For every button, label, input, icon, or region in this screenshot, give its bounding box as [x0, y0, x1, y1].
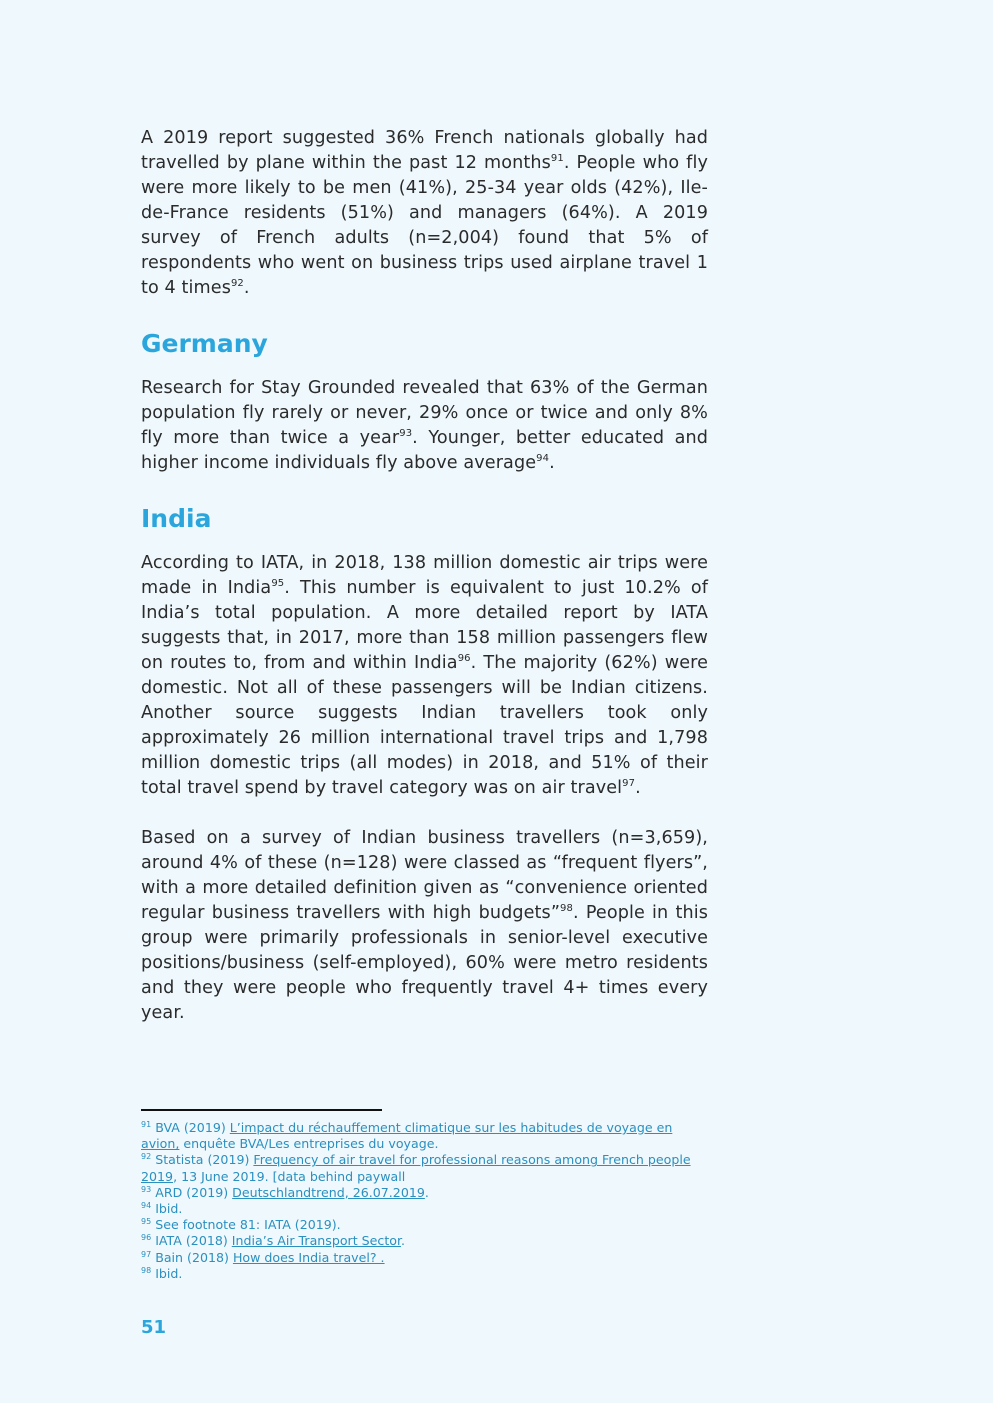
- footnote-text: Bain (2018): [155, 1249, 233, 1265]
- footnote-92: [141, 1152, 701, 1184]
- footnote-number: 98: [141, 1265, 152, 1275]
- text-run: . Younger, better educated and higher income individuals fly above average: [141, 428, 708, 473]
- india-paragraph-2: [141, 826, 708, 1026]
- footnote-98: [141, 1266, 701, 1282]
- footnote-number: 91: [141, 1119, 152, 1129]
- footnote-number: 97: [141, 1249, 152, 1259]
- india-paragraph-1: [141, 551, 708, 801]
- footnote-text: ARD (2019): [155, 1184, 233, 1200]
- footnote-text: Statista (2019): [155, 1152, 254, 1168]
- footnote-text: .: [424, 1184, 429, 1200]
- footnote-ref[interactable]: 98: [560, 903, 573, 915]
- footnote-ref[interactable]: 93: [399, 428, 413, 440]
- footnote-number: 93: [141, 1184, 152, 1194]
- footnote-96: [141, 1233, 701, 1249]
- footnote-ref[interactable]: 92: [230, 278, 244, 290]
- footnote-link[interactable]: Deutschlandtrend, 26.07.2019: [232, 1184, 425, 1200]
- footnote-number: 96: [141, 1233, 152, 1243]
- footnote-number: 95: [141, 1217, 152, 1227]
- text-run: .: [549, 453, 555, 473]
- footnote-ref[interactable]: 96: [457, 653, 471, 665]
- footnote-95: [141, 1217, 701, 1233]
- germany-heading: Germany: [141, 329, 268, 358]
- footnote-ref[interactable]: 95: [271, 578, 285, 590]
- text-run: . This number is equivalent to just 10.2% of India’s total population. A more detailed report by IATA suggests that, in 2017, more than 158 million passengers flew on routes to, from and within India: [141, 578, 708, 673]
- footnote-97: [141, 1250, 701, 1266]
- footnote-ref[interactable]: 91: [550, 153, 564, 165]
- footnote-text: Ibid.: [155, 1201, 183, 1217]
- footnote-text: IATA (2018): [155, 1233, 232, 1249]
- text-run: .: [635, 778, 641, 798]
- text-run: Research for Stay Grounded revealed that 63% of the German population fly rarely or never, 29% once or twice and only 8% fly more than twice a year: [141, 378, 708, 448]
- footnote-text: BVA (2019): [155, 1120, 230, 1135]
- footnote-divider: [141, 1109, 382, 1111]
- footnote-94: [141, 1201, 701, 1217]
- footnote-number: 94: [141, 1200, 152, 1210]
- main-content: [141, 126, 708, 1026]
- footnote-text: See footnote 81: IATA (2019).: [155, 1217, 341, 1233]
- footnote-text: , 13 June 2019. [data behind paywall: [173, 1168, 406, 1184]
- footnote-link[interactable]: How does India travel? .: [232, 1249, 385, 1265]
- footnote-ref[interactable]: 97: [622, 778, 636, 790]
- footnote-link[interactable]: Frequency of air travel for professional reasons among French people 2019: [141, 1152, 691, 1184]
- text-run: .: [243, 278, 250, 298]
- text-run: . People who fly were more likely to be men (41%), 25-34 year olds (42%), Ile-de-France residents (51%) and managers (64%). A 2019 survey of French adults (n=2,004) found that 5% of respondents who went on business trips used airplane travel 1 to 4 times: [141, 153, 708, 298]
- text-run: According to IATA, in 2018, 138 million domestic air trips were made in India: [141, 553, 708, 598]
- india-heading: India: [141, 504, 212, 533]
- text-run: . People in this group were primarily professionals in senior-level executive positions/business (self-employed), 60% were metro residents and they were people who frequently travel 4+ times every year.: [141, 903, 708, 1023]
- text-run: Based on a survey of Indian business travellers (n=3,659), around 4% of these (n=128) were classed as “frequent flyers”, with a more detailed definition given as “convenience oriented regular business travellers with high budgets”: [141, 828, 708, 923]
- footnotes-section: [141, 1120, 701, 1282]
- footnote-text: .: [400, 1233, 405, 1249]
- footnote-ref[interactable]: 94: [536, 453, 550, 465]
- text-run: A 2019 report suggested 36% French nationals globally had travelled by plane within the past 12 months: [141, 128, 708, 173]
- france-paragraph: [141, 126, 708, 301]
- footnote-91: [141, 1120, 701, 1152]
- page-number: 51: [141, 1317, 167, 1338]
- footnote-number: 92: [141, 1152, 152, 1162]
- footnote-link[interactable]: L’impact du réchauffement climatique sur les habitudes de voyage en avion,: [141, 1120, 673, 1152]
- footnote-link[interactable]: India’s Air Transport Sector: [231, 1233, 401, 1249]
- footnote-text: Ibid.: [155, 1265, 183, 1281]
- footnote-93: [141, 1185, 701, 1201]
- footnote-text: enquête BVA/Les entreprises du voyage.: [179, 1136, 439, 1152]
- germany-paragraph: [141, 376, 708, 476]
- text-run: . The majority (62%) were domestic. Not all of these passengers will be Indian citizens. Another source suggests Indian travellers took only approximately 26 million international travel trips and 1,798 million domestic trips (all modes) in 2018, and 51% of their total travel spend by travel category was on air travel: [141, 653, 709, 798]
